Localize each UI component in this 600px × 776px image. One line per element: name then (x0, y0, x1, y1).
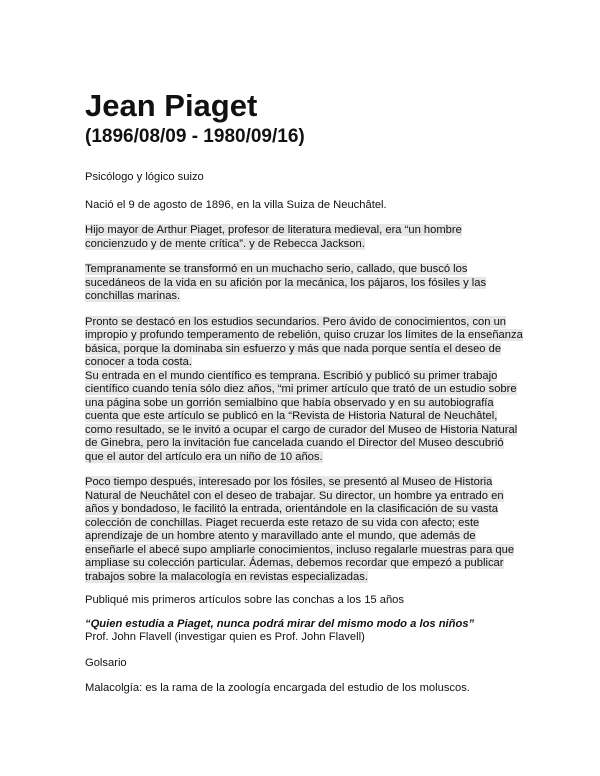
paragraph-science (85, 370, 525, 465)
glossary-entry: Malacolgía: es la rama de la zoología encargada del estudio de los moluscos. (85, 682, 470, 694)
paragraph-birth: Nació el 9 de agosto de 1896, en la villa Suiza de Neuchâtel. (85, 198, 387, 211)
paragraph-description: Psicólogo y lógico suizo (85, 171, 204, 183)
paragraph-family (85, 224, 525, 251)
document-dates: (1896/08/09 - 1980/09/16) (85, 126, 305, 147)
paragraph-childhood (85, 263, 525, 304)
quote-text: “Quien estudia a Piaget, nunca podrá mirar del mismo modo a los niños” (85, 617, 475, 630)
paragraph-museum (85, 476, 525, 584)
paragraph-science-text: Su entrada en el mundo científico es temprana. Escribió y publicó su primer trabajo científico cuando tenía sólo diez años, “mi primer artículo que trató de un estudio sobre una página sobe un gorrión semialbino que había observado y en su autobiografía cuenta que este artículo se publicó en la “Revista de Historia Natural de Neuchâtel, como resultado, se le invitó a ocupar el cargo de curador del Museo de Historia Natural de Ginebra, pero la invitación fue cancelada cuando el Director del Museo descubrió que el autor del artículo era un niño de 10 años. (85, 369, 518, 463)
quote-author: Prof. John Flavell (investigar quien es Prof. John Flavell) (85, 631, 365, 643)
document-page (85, 88, 525, 696)
glossary-heading: Golsario (85, 656, 127, 669)
paragraph-family-text: Hijo mayor de Arthur Piaget, profesor de literatura medieval, era “un hombre concienzudo y de mente crítica”. y de Rebecca Jackson. (85, 224, 462, 250)
paragraph-school (85, 316, 525, 370)
document-title: Jean Piaget (85, 88, 258, 123)
paragraph-first-articles: Publiqué mis primeros artículos sobre las conchas a los 15 años (85, 594, 405, 606)
paragraph-school-text: Pronto se destacó en los estudios secundarios. Pero ávido de conocimientos, con un impropio y profundo temperamento de rebelión, quiso cruzar los límites de la enseñanza básica, porque la dominaba sin esfuerzo y más que nada porque sentía el deseo de conocer a toda costa. (85, 315, 523, 368)
paragraph-childhood-text: Tempranamente se transformó en un muchacho serio, callado, que buscó los sucedáneos de la vida en su afición por la mecánica, los pájaros, los fósiles y las conchillas marinas. (85, 263, 487, 302)
paragraph-museum-text: Poco tiempo después, interesado por los fósiles, se presentó al Museo de Historia Natural de Neuchâtel con el deseo de trabajar. Su director, un hombre ya entrado en años y bondadoso, le facilitó la entrada, orientándole en la clasificación de su vasta colección de conchillas. Piaget recuerda este retazo de su vida con afecto; este aprendizaje de un hombre atento y maravillado ante el mundo, que además de enseñarle el abecé supo ampliarle conocimientos, incluso regalarle muestras para que ampliase su colección particular. Ádemas, debemos recordar que empezó a publicar trabajos sobre la malacología en revistas especializadas. (85, 476, 515, 583)
